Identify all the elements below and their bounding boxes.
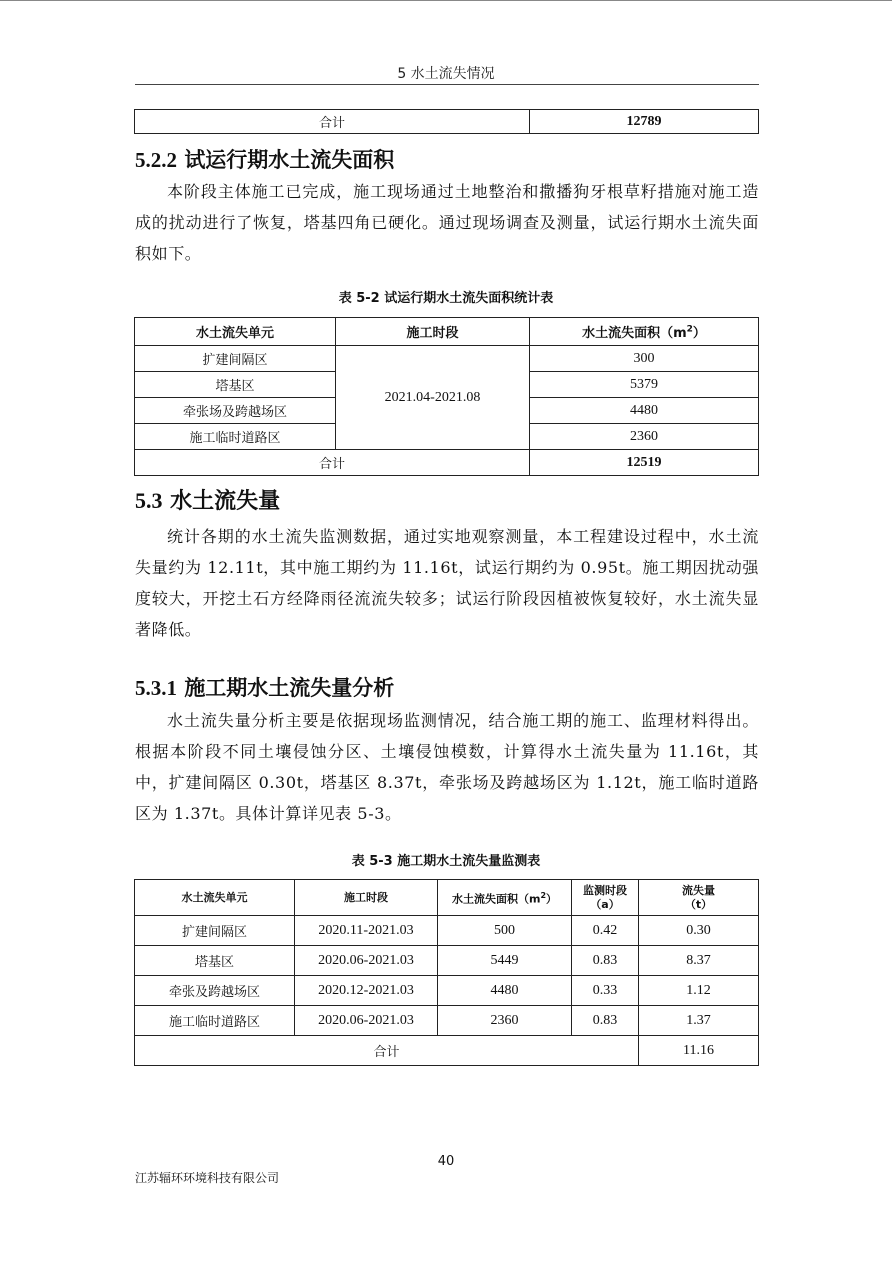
column-header: 水土流失面积$(m^2)$: [530, 318, 759, 346]
period-cell: 2021.04-2021.08: [336, 346, 530, 450]
duration-cell: 0.42: [572, 916, 639, 946]
table-total-row: [135, 1036, 759, 1066]
page-number: 40: [437, 1154, 455, 1169]
total-label: 合计: [135, 110, 530, 134]
total-value: 12519: [530, 450, 759, 476]
unit-cell: 塔基区: [135, 946, 295, 976]
header-line: 监测时段: [583, 883, 627, 897]
paragraph-1: 本阶段主体施工已完成，施工现场通过土地整治和撒播狗牙根草籽措施对施工造成的扰动进行了恢复，塔基四角已硬化。通过现场调查及测量，试运行期水土流失面积如下。: [135, 182, 759, 263]
area-cell: 300: [530, 346, 759, 372]
column-header: 水土流失单元: [135, 880, 295, 916]
header-rule: [135, 84, 759, 85]
loss-cell: 1.12: [639, 976, 759, 1006]
table-row: [135, 110, 759, 134]
header-line: 流失量: [682, 883, 715, 897]
table-header-row: [135, 880, 759, 916]
period-cell: 2020.06-2021.03: [295, 1006, 438, 1036]
column-header: 水土流失面积$(m^2)$: [438, 880, 572, 916]
paragraph-2: 统计各期的水土流失监测数据，通过实地观察测量，本工程建设过程中，水土流失量约为 12.11t，其中施工期约为 11.16t，试运行期约为 0.95t。施工期因扰动强度较大，开挖土石方经降雨径流流失较多；试运行阶段因植被恢复较好，水土流失显著降低。: [135, 527, 759, 639]
table-header-row: [135, 318, 759, 346]
period-cell: 2020.11-2021.03: [295, 916, 438, 946]
table-total-row: [135, 450, 759, 476]
area-cell: 5379: [530, 372, 759, 398]
loss-cell: 0.30: [639, 916, 759, 946]
table-5-3: [134, 879, 759, 1066]
header-unit: （a）: [590, 897, 620, 911]
total-label: 合计: [135, 1036, 639, 1066]
period-cell: 2020.06-2021.03: [295, 946, 438, 976]
section-title: 试运行期水土流失面积: [184, 148, 395, 172]
area-cell: 5449: [438, 946, 572, 976]
column-header: [572, 880, 639, 916]
table-5-3-caption: 表 5-3 施工期水土流失量监测表: [351, 854, 541, 869]
area-cell: 2360: [438, 1006, 572, 1036]
table-row: [135, 946, 759, 976]
area-cell: 2360: [530, 424, 759, 450]
total-label: 合计: [135, 450, 530, 476]
section-heading-5-3-1: [135, 672, 394, 702]
table-row: [135, 1006, 759, 1036]
area-cell: 500: [438, 916, 572, 946]
table-5-2: [134, 317, 759, 476]
section-number: 5.2.2: [135, 148, 177, 172]
header-unit: （t）: [684, 897, 713, 911]
period-cell: 2020.12-2021.03: [295, 976, 438, 1006]
loss-cell: 1.37: [639, 1006, 759, 1036]
table-row: [135, 916, 759, 946]
paragraph-3: 水土流失量分析主要是依据现场监测情况，结合施工期的施工、监理材料得出。根据本阶段不同土壤侵蚀分区、土壤侵蚀模数，计算得水土流失量为 11.16t，其中，扩建间隔区 0.30t，塔基区 8.37t，牵张场及跨越场区为 1.12t，施工临时道路区为 1.37t。具体计算详见表 5-3。: [135, 711, 759, 823]
table-row: [135, 976, 759, 1006]
total-value: 12789: [530, 110, 759, 134]
top-border: [0, 0, 892, 1]
duration-cell: 0.33: [572, 976, 639, 1006]
total-value: 11.16: [639, 1036, 759, 1066]
unit-cell: 牵张及跨越场区: [135, 976, 295, 1006]
duration-cell: 0.83: [572, 1006, 639, 1036]
column-header: 水土流失单元: [135, 318, 336, 346]
carry-over-table: [134, 109, 759, 134]
duration-cell: 0.83: [572, 946, 639, 976]
unit-cell: 施工临时道路区: [135, 1006, 295, 1036]
unit-cell: 塔基区: [135, 372, 336, 398]
company-name: 江苏辐环环境科技有限公司: [135, 1171, 280, 1185]
area-cell: 4480: [438, 976, 572, 1006]
section-title: 水土流失量: [170, 489, 281, 514]
column-header: 施工时段: [295, 880, 438, 916]
unit-cell: 扩建间隔区: [135, 346, 336, 372]
section-heading-5-2-2: [135, 144, 394, 174]
unit-cell: 牵张场及跨越场区: [135, 398, 336, 424]
unit-cell: 施工临时道路区: [135, 424, 336, 450]
section-number: 5.3: [135, 488, 163, 513]
table-row: [135, 346, 759, 372]
running-header: 5 水土流失情况: [397, 66, 495, 82]
loss-cell: 8.37: [639, 946, 759, 976]
section-title: 施工期水土流失量分析: [184, 676, 395, 700]
table-5-2-caption: 表 5-2 试运行期水土流失面积统计表: [338, 291, 554, 306]
area-cell: 4480: [530, 398, 759, 424]
unit-cell: 扩建间隔区: [135, 916, 295, 946]
column-header: 施工时段: [336, 318, 530, 346]
column-header: [639, 880, 759, 916]
section-number: 5.3.1: [135, 676, 177, 700]
section-heading-5-3: [135, 484, 280, 515]
